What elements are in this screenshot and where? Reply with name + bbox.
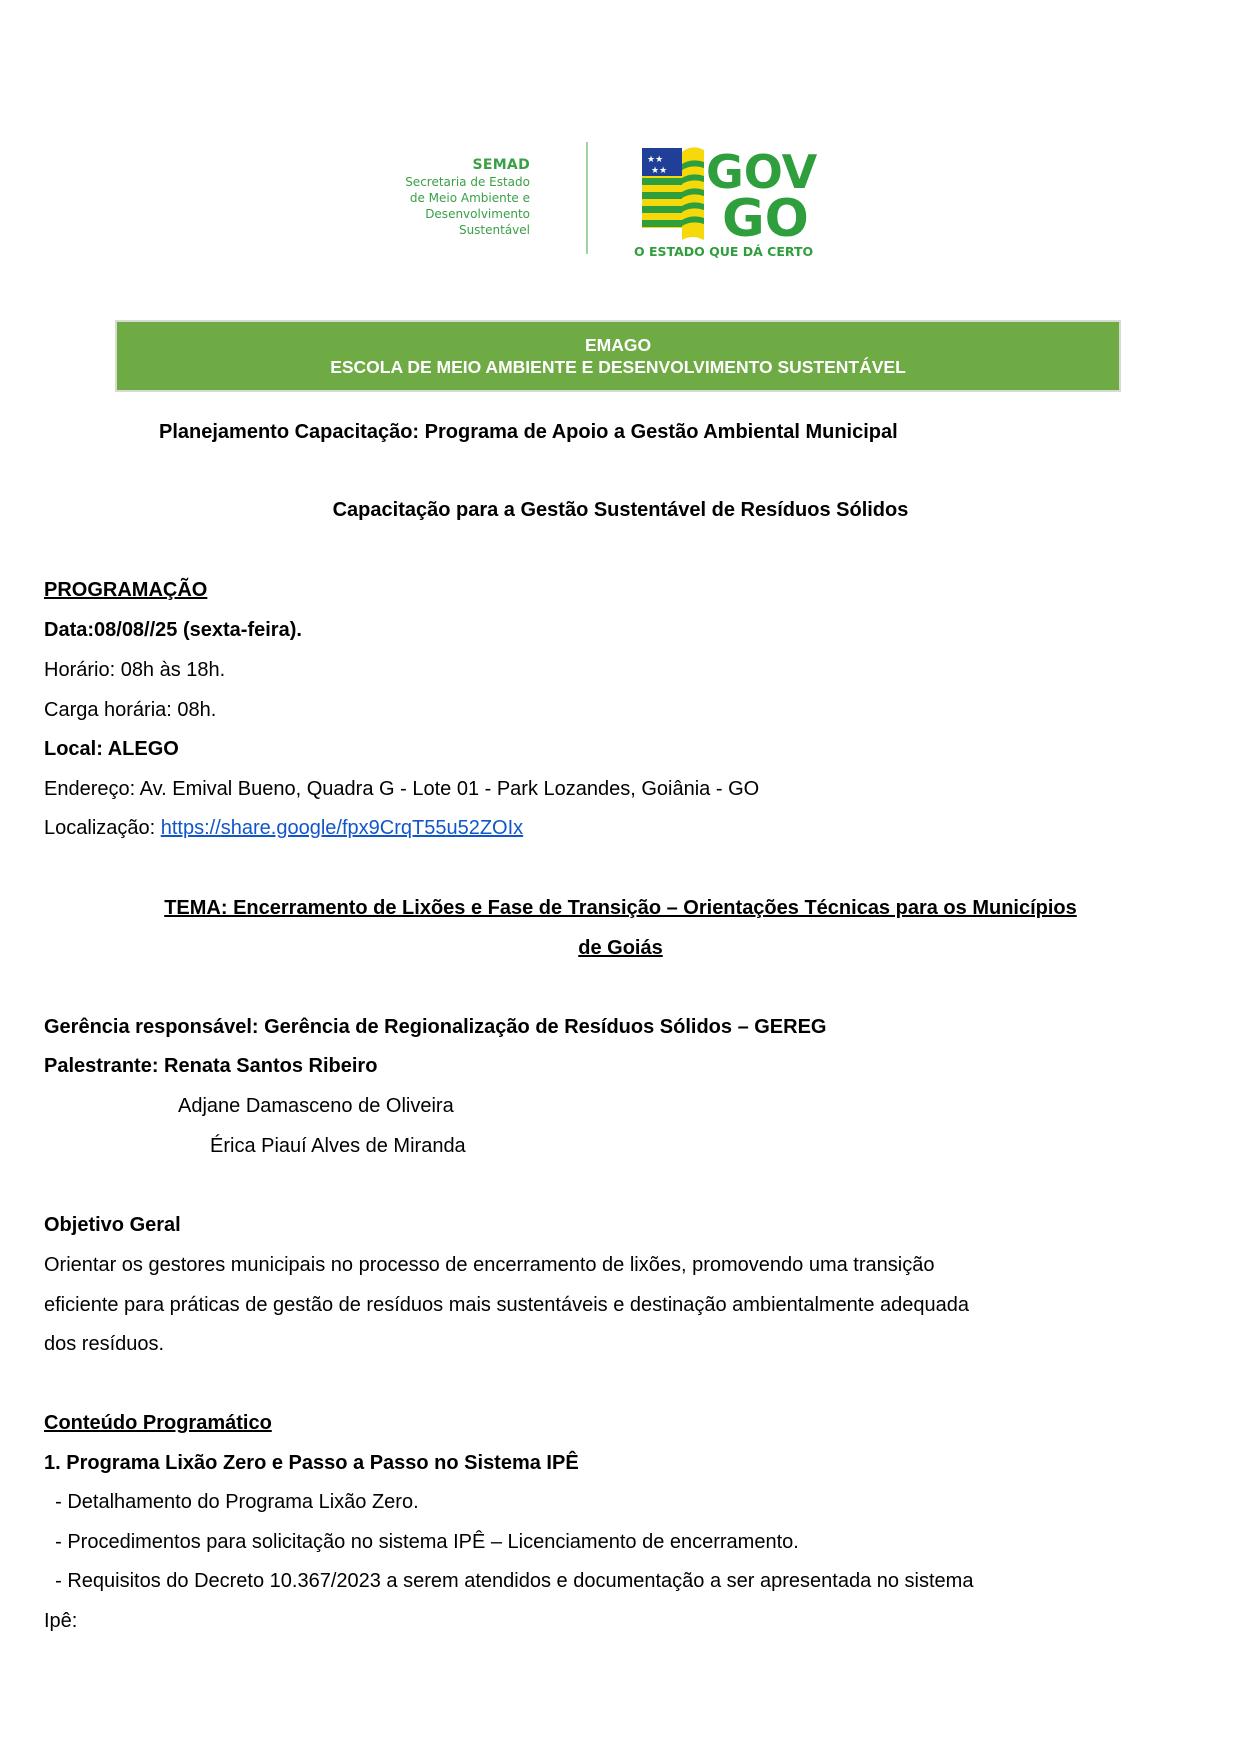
objective-line: eficiente para práticas de gestão de resíduos mais sustentáveis e destinação ambientalmente adequada bbox=[44, 1294, 970, 1316]
planning-title: Planejamento Capacitação: Programa de Apoio a Gestão Ambiental Municipal bbox=[159, 421, 898, 443]
semad-title: SEMAD bbox=[472, 157, 530, 173]
banner-title: EMAGO bbox=[584, 335, 652, 355]
theme-line-1: TEMA: Encerramento de Lixões e Fase de Transição – Orientações Técnicas para os Municípios bbox=[164, 897, 1077, 919]
go-text: GO bbox=[722, 189, 809, 249]
co-speaker: Érica Piauí Alves de Miranda bbox=[210, 1135, 466, 1157]
content-section-title: 1. Programa Lixão Zero e Passo a Passo no Sistema IPÊ bbox=[44, 1452, 579, 1474]
objective-line: dos resíduos. bbox=[44, 1333, 165, 1355]
semad-line: Secretaria de Estado bbox=[405, 175, 530, 189]
gov-text: GOV bbox=[706, 145, 818, 199]
content-item: - Requisitos do Decreto 10.367/2023 a serem atendidos e documentação a ser apresentada no sistema bbox=[44, 1570, 974, 1592]
gov-tagline: O ESTADO QUE DÁ CERTO bbox=[634, 244, 814, 259]
goias-flag-icon bbox=[642, 147, 704, 240]
program-heading: PROGRAMAÇÃO bbox=[44, 579, 208, 601]
course-title: Capacitação para a Gestão Sustentável de Resíduos Sólidos bbox=[332, 499, 909, 521]
localization-label: Localização: bbox=[44, 817, 161, 839]
svg-text:★★: ★★ bbox=[647, 154, 664, 164]
content-item: - Detalhamento do Programa Lixão Zero. bbox=[44, 1491, 419, 1513]
program-date: Data:08/08//25 (sexta-feira). bbox=[44, 619, 302, 641]
semad-line: Desenvolvimento bbox=[425, 207, 530, 221]
management-speaker: Palestrante: Renata Santos Ribeiro bbox=[44, 1055, 378, 1077]
svg-text:★★: ★★ bbox=[651, 165, 668, 175]
logo-divider bbox=[586, 142, 588, 254]
management-responsible: Gerência responsável: Gerência de Regionalização de Resíduos Sólidos – GEREG bbox=[44, 1016, 827, 1038]
program-workload: Carga horária: 08h. bbox=[44, 699, 217, 721]
banner-subtitle: ESCOLA DE MEIO AMBIENTE E DESENVOLVIMENTO SUSTENTÁVEL bbox=[330, 357, 906, 377]
co-speaker: Adjane Damasceno de Oliveira bbox=[178, 1095, 454, 1117]
program-location: Local: ALEGO bbox=[44, 738, 179, 760]
content-continuation: Ipê: bbox=[44, 1610, 78, 1632]
content-heading: Conteúdo Programático bbox=[44, 1412, 272, 1434]
semad-line: Sustentável bbox=[458, 223, 530, 237]
localization-link[interactable]: https://share.google/fpx9CrqT55u52ZOIx bbox=[160, 817, 524, 839]
header-logos bbox=[390, 140, 860, 265]
program-schedule: Horário: 08h às 18h. bbox=[44, 659, 226, 681]
objective-heading: Objetivo Geral bbox=[44, 1214, 181, 1236]
content-item: - Procedimentos para solicitação no sistema IPÊ – Licenciamento de encerramento. bbox=[44, 1531, 799, 1553]
program-localization bbox=[44, 816, 523, 840]
semad-logo bbox=[405, 156, 530, 238]
emago-banner bbox=[115, 320, 1121, 392]
program-address: Endereço: Av. Emival Bueno, Quadra G - Lote 01 - Park Lozandes, Goiânia - GO bbox=[44, 778, 760, 800]
semad-line: de Meio Ambiente e bbox=[409, 191, 530, 205]
theme-line-2: de Goiás bbox=[578, 937, 663, 959]
objective-line: Orientar os gestores municipais no processo de encerramento de lixões, promovendo uma transição bbox=[44, 1254, 935, 1276]
